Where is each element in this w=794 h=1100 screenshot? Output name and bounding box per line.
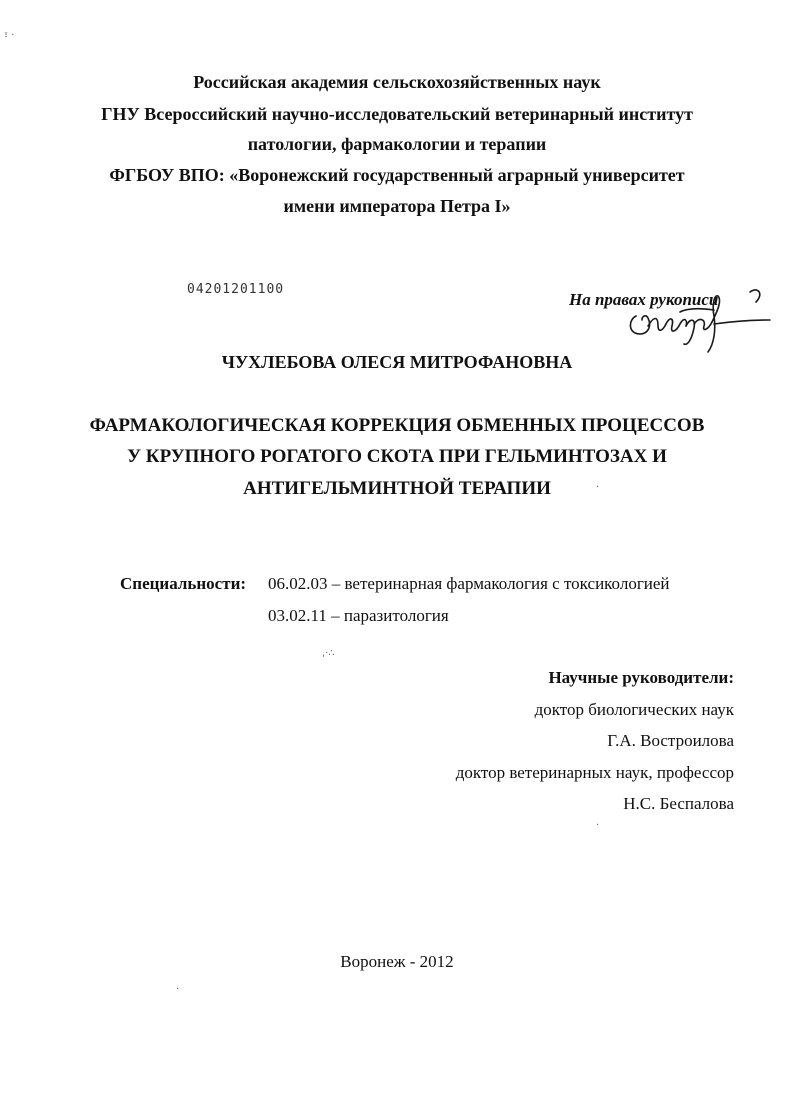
advisor-2-name: Н.С. Беспалова	[623, 794, 734, 813]
scan-speck: ,·∴	[322, 648, 335, 659]
institution-line-5: имени императора Петра I»	[283, 196, 511, 216]
advisor-1-degree: доктор биологических наук	[534, 700, 734, 719]
scan-speck: ·	[596, 820, 600, 831]
institution-line-1: Российская академия сельскохозяйственных наук	[193, 72, 601, 92]
institution-line-4: ФГБОУ ВПО: «Воронежский государственный аграрный университет	[109, 165, 685, 185]
institution-line-3: патологии, фармакологии и терапии	[247, 134, 547, 154]
specialty-item: 03.02.11 – паразитология	[268, 606, 449, 625]
city-year: Воронеж - 2012	[340, 952, 454, 971]
signature-image	[618, 286, 778, 358]
title-line-3: АНТИГЕЛЬМИНТНОЙ ТЕРАПИИ	[243, 478, 551, 499]
title-line-2: У КРУПНОГО РОГАТОГО СКОТА ПРИ ГЕЛЬМИНТОЗАХ И	[127, 446, 667, 467]
specialty-item: 06.02.03 – ветеринарная фармакология с токсикологией	[268, 574, 670, 593]
advisors-heading: Научные руководители:	[548, 668, 734, 687]
specialties-label: Специальности:	[120, 574, 247, 593]
scan-speck: ·	[176, 984, 180, 995]
manuscript-note: На правах рукописи	[569, 290, 719, 309]
advisor-1-name: Г.А. Востроилова	[607, 731, 734, 750]
title-line-1: ФАРМАКОЛОГИЧЕСКАЯ КОРРЕКЦИЯ ОБМЕННЫХ ПРОЦЕССОВ	[89, 415, 705, 436]
institution-line-2: ГНУ Всероссийский научно-исследовательский ветеринарный институт	[101, 104, 693, 124]
author-name: ЧУХЛЕБОВА ОЛЕСЯ МИТРОФАНОВНА	[221, 352, 573, 372]
scan-speck: ·	[596, 482, 600, 493]
catalog-number: 04201201100	[187, 282, 285, 297]
advisor-2-degree: доктор ветеринарных наук, профессор	[455, 763, 734, 782]
scan-speck: ፣ ·	[4, 30, 15, 41]
